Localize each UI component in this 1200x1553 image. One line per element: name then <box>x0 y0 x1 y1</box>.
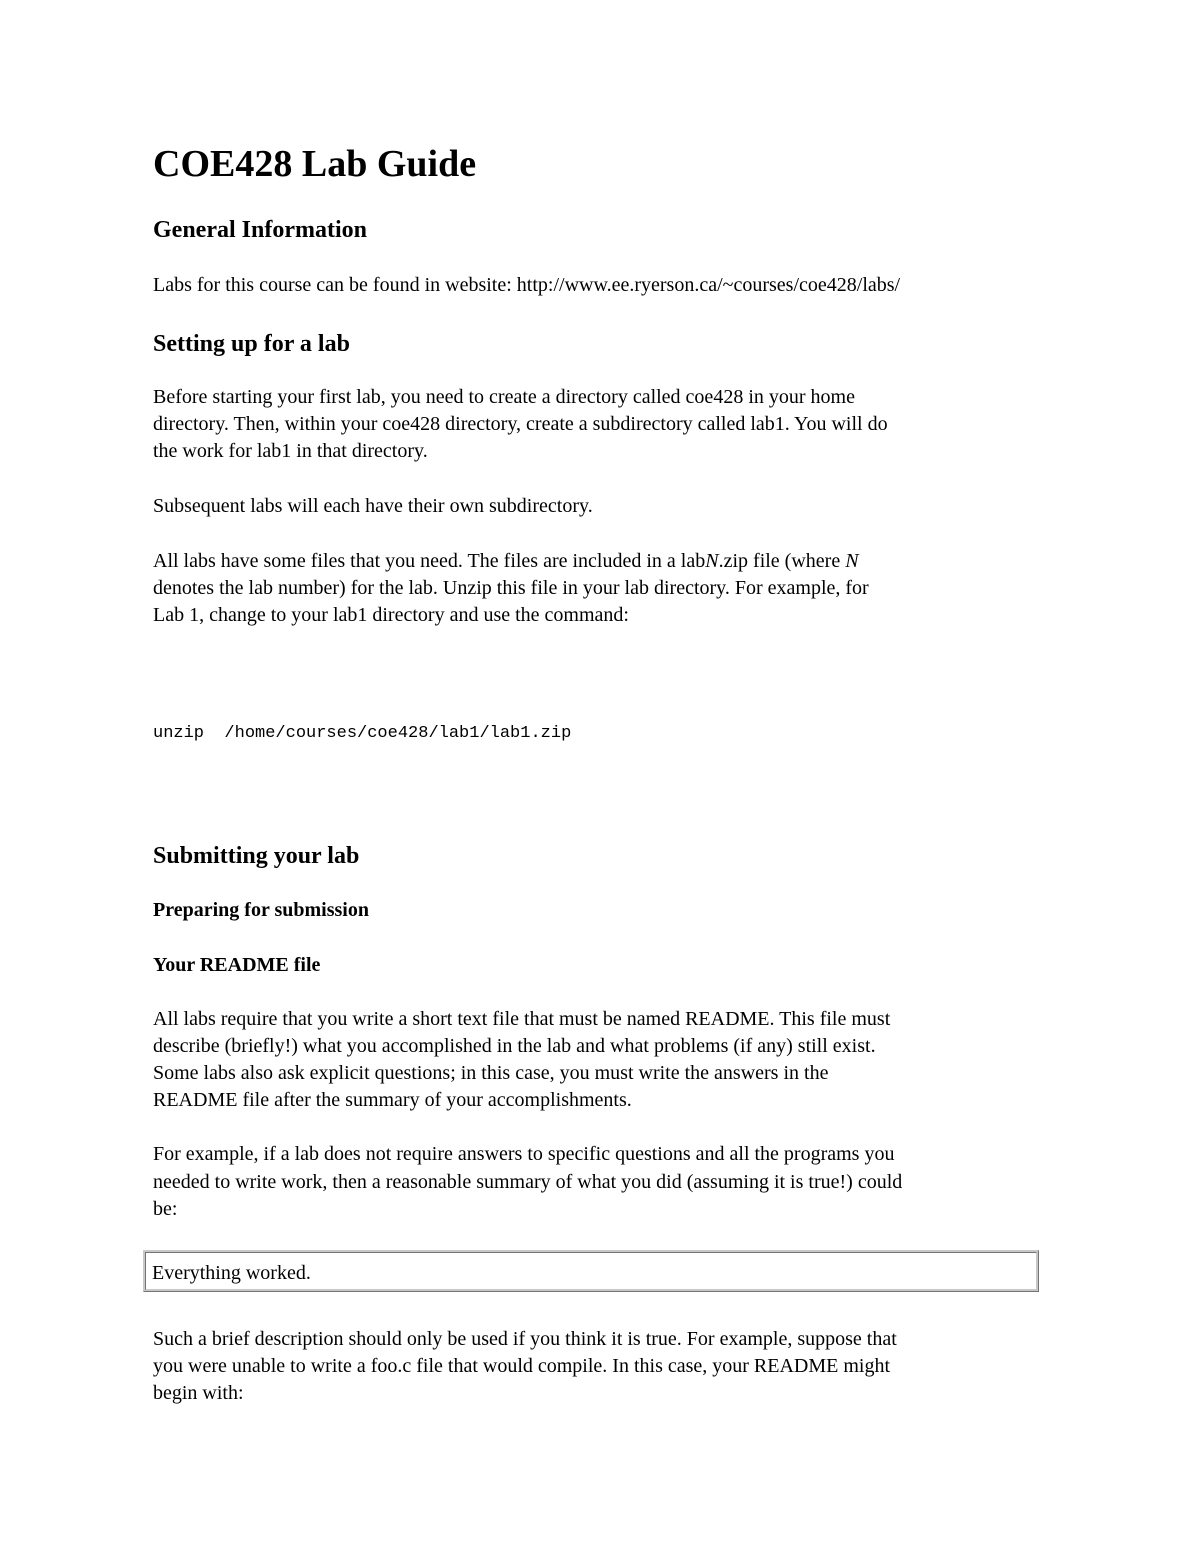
readme-paragraph-line-3: Some labs also ask explicit questions; in this case, you must write the answers in the <box>153 1062 829 1084</box>
setup-paragraph-1-line-1: Before starting your first lab, you need to create a directory called coe428 in your home <box>153 386 855 408</box>
setup-paragraph-3-line-2: denotes the lab number) for the lab. Unzip this file in your lab directory. For example, for <box>153 577 869 599</box>
italic-n: N <box>705 550 719 572</box>
text-run: All labs have some files that you need. The files are included in a lab <box>153 550 706 572</box>
example-readme-text: Everything worked. <box>152 1262 311 1284</box>
general-info-text: Labs for this course can be found in website: http://www.ee.ryerson.ca/~courses/coe428/labs/ <box>153 274 901 296</box>
brief-description-line-1: Such a brief description should only be used if you think it is true. For example, suppose that <box>153 1328 897 1350</box>
italic-n: N <box>845 550 859 572</box>
setup-paragraph-1-line-3: the work for lab1 in that directory. <box>153 440 428 462</box>
setup-paragraph-3-line-3: Lab 1, change to your lab1 directory and use the command: <box>153 604 629 626</box>
heading-readme-file: Your README file <box>153 954 321 976</box>
page-title: COE428 Lab Guide <box>153 143 477 185</box>
text-run: .zip file (where <box>718 550 846 572</box>
example-paragraph-line-3: be: <box>153 1198 178 1220</box>
heading-general-information: General Information <box>153 217 367 243</box>
brief-description-line-3: begin with: <box>153 1382 244 1404</box>
readme-paragraph-line-1: All labs require that you write a short text file that must be named README. This file must <box>153 1008 891 1030</box>
unzip-command: unzip /home/courses/coe428/lab1/lab1.zip <box>153 724 572 743</box>
readme-paragraph-line-2: describe (briefly!) what you accomplished in the lab and what problems (if any) still exist. <box>153 1035 876 1057</box>
example-paragraph-line-1: For example, if a lab does not require answers to specific questions and all the programs you <box>153 1143 895 1165</box>
setup-paragraph-2: Subsequent labs will each have their own subdirectory. <box>153 495 593 517</box>
brief-description-line-2: you were unable to write a foo.c file that would compile. In this case, your README might <box>153 1355 891 1377</box>
heading-setting-up: Setting up for a lab <box>153 331 350 357</box>
heading-submitting: Submitting your lab <box>153 843 360 869</box>
readme-paragraph-line-4: README file after the summary of your accomplishments. <box>153 1089 632 1111</box>
heading-preparing-submission: Preparing for submission <box>153 899 369 921</box>
example-readme-box <box>143 1250 1039 1292</box>
example-paragraph-line-2: needed to write work, then a reasonable summary of what you did (assuming it is true!) could <box>153 1171 903 1193</box>
setup-paragraph-3-line-1 <box>153 548 859 575</box>
setup-paragraph-1-line-2: directory. Then, within your coe428 directory, create a subdirectory called lab1. You will do <box>153 413 888 435</box>
